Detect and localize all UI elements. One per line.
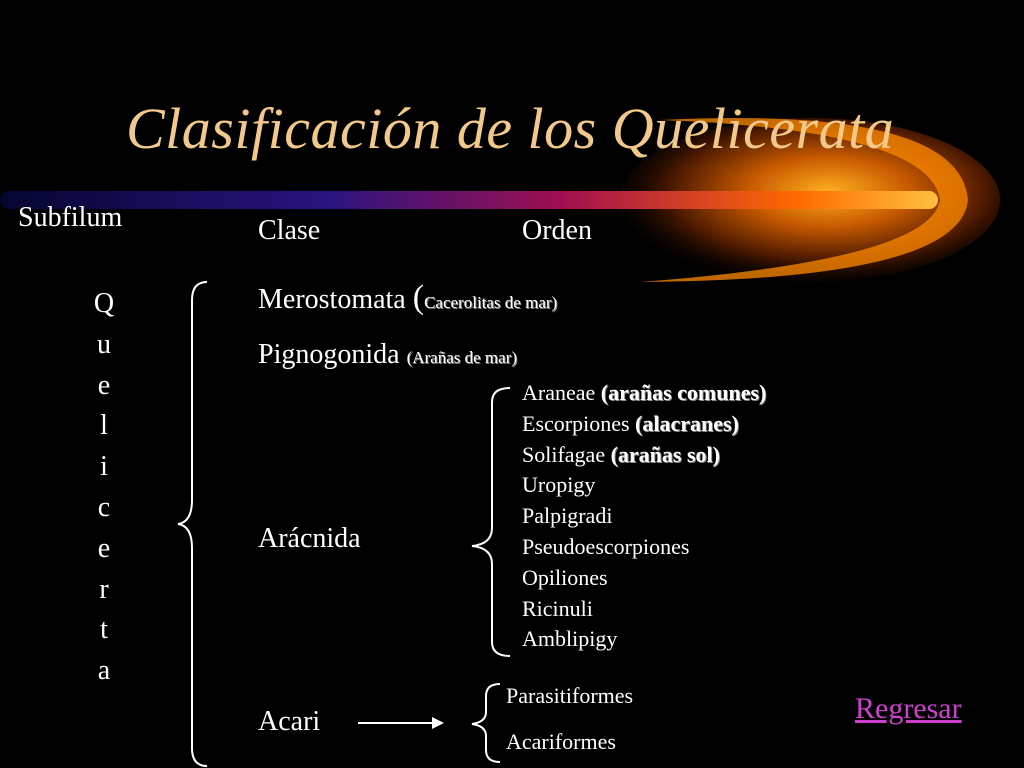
brace-acari [472,684,500,762]
ordenes-list [522,378,766,655]
slide-title: Clasificación de los Quelicerata [126,96,895,161]
subfilum-letter: r [99,573,109,605]
orden-name: Palpigradi [522,503,613,529]
orden-name: Uropigy [522,472,596,498]
clase-aracnida: Arácnida [258,523,361,554]
subfilum-letter: l [100,410,108,442]
clase-name: Merostomata [258,284,406,315]
orden-name: Solifagae [522,441,606,467]
orden-item [522,563,766,594]
orden-item [522,532,766,563]
gradient-bar [0,191,938,209]
subfilum-letter: i [100,451,108,483]
orden-name: Araneae [522,380,596,405]
orden-item [522,594,766,625]
orden-name: Pseudoescorpiones [522,533,690,559]
orden-item [522,624,766,655]
orden-common-name: (arañas sol) [610,441,720,467]
clase-name: Pignogonida [258,339,400,370]
subfilum-letter: e [97,532,111,564]
header-orden: Orden [522,215,592,246]
subfilum-letter: a [97,655,111,687]
open-paren: ( [412,279,425,316]
orden-item [522,440,766,471]
brace-main [178,282,207,766]
subfilum-vertical-name [90,284,118,692]
orden-common-name: (arañas comunes) [600,380,767,405]
orden-name: Opiliones [522,564,608,590]
brace-aracnida [472,388,510,656]
orden-name: Ricinuli [522,595,593,621]
acari-subgroup-parasitiformes: Parasitiformes [506,683,634,708]
subfilum-letter: e [97,369,111,401]
common-name: Cacerolitas de mar) [424,293,558,312]
orden-item [522,409,766,440]
subfilum-letter: Q [93,288,115,319]
clase-pignogonida [258,339,517,371]
orden-common-name: (alacranes) [635,410,739,436]
subfilum-letter: t [100,614,108,646]
orden-name: Amblipigy [522,626,618,652]
orden-item [522,470,766,501]
subfilum-letter: u [97,328,111,360]
arrow-icon [358,717,444,729]
orden-item [522,501,766,532]
clase-acari: Acari [258,706,321,737]
regresar-link[interactable]: Regresar [855,692,962,725]
orden-name: Escorpiones [522,410,630,436]
subfilum-letter: c [97,491,111,523]
header-subfilum: Subfilum [18,202,123,233]
orden-item [522,378,766,409]
common-name: (Arañas de mar) [406,348,518,367]
acari-subgroup-acariformes: Acariformes [506,729,616,754]
clase-merostomata [258,279,557,317]
header-clase: Clase [258,215,321,246]
